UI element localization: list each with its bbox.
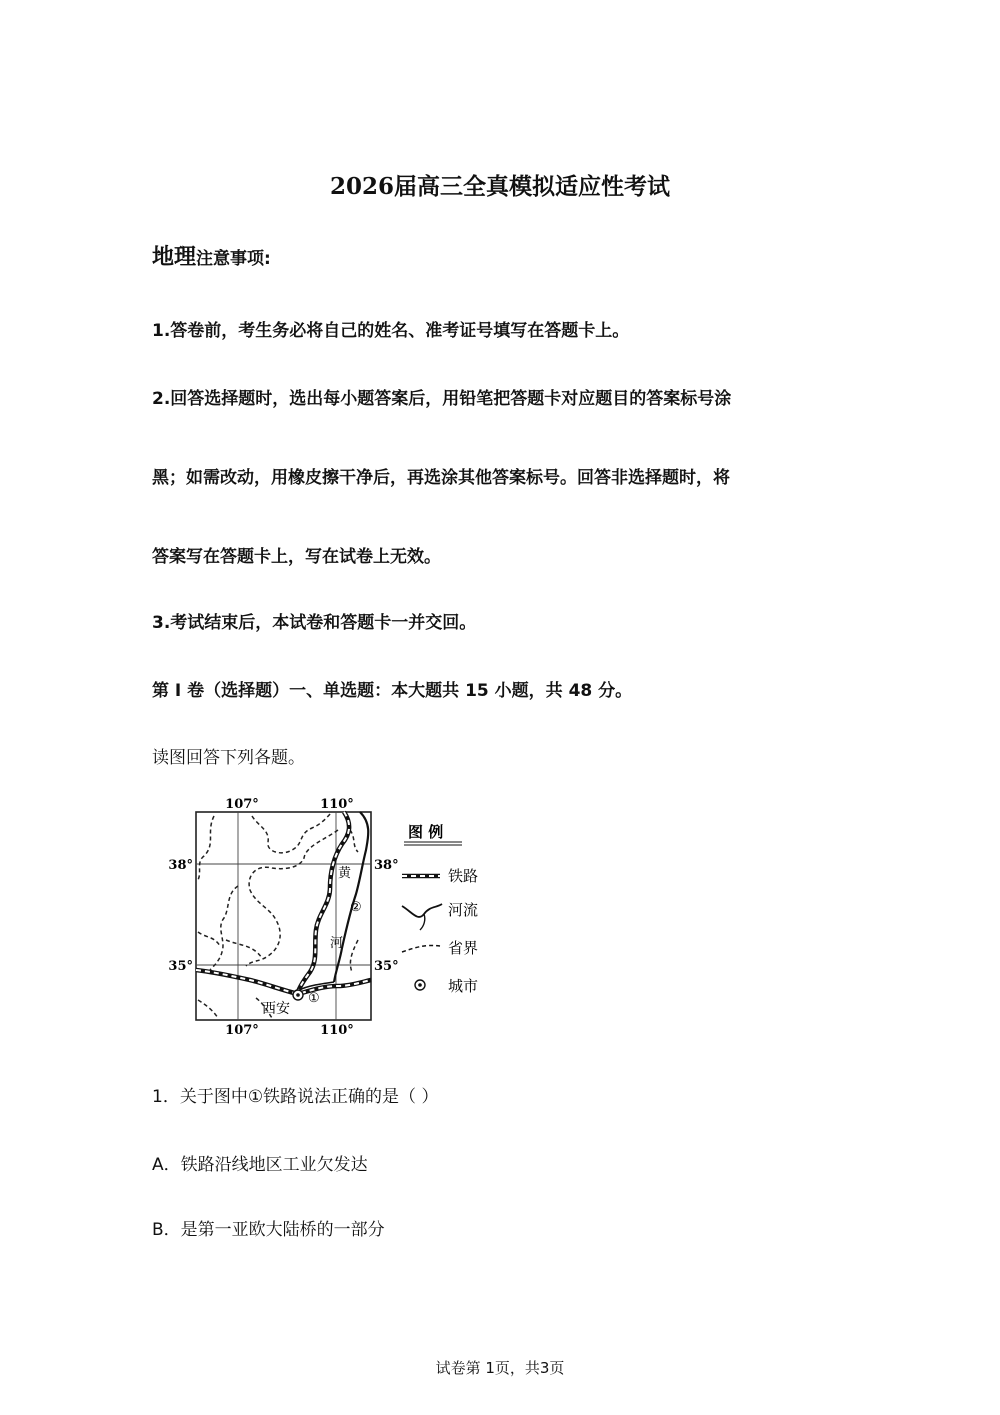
province-boundary-symbol: [402, 945, 440, 952]
subject-label: 地理: [152, 245, 197, 270]
legend-title: 图 例: [408, 823, 444, 841]
marker-2: ②: [350, 900, 362, 915]
option-a: A．铁路沿线地区工业欠发达: [152, 1155, 368, 1175]
instruction-2: 2.回答选择题时，选出每小题答案后，用铅笔把答题卡对应题目的答案标号涂: [152, 389, 732, 409]
option-b: B．是第一亚欧大陆桥的一部分: [152, 1220, 385, 1240]
lat-label-38-right: 38°: [374, 858, 399, 873]
city-symbol: [415, 980, 425, 990]
river-symbol: [402, 904, 442, 917]
railway-1-outline: [196, 970, 371, 994]
river-label-he: 河: [330, 936, 344, 951]
legend-railway-label: 铁路: [448, 867, 479, 885]
lon-label-110-bottom: 110°: [320, 1023, 354, 1038]
map-figure: [160, 788, 500, 1048]
lat-label-35-left: 35°: [168, 959, 193, 974]
lon-label-107-bottom: 107°: [225, 1023, 259, 1038]
instruction-2-cont: 黑；如需改动，用橡皮擦干净后，再选涂其他答案标号。回答非选择题时，将: [152, 468, 730, 488]
lat-label-38-left: 38°: [168, 858, 193, 873]
question-prompt: 读图回答下列各题。: [152, 748, 305, 768]
river-label-huang: 黄: [338, 866, 352, 881]
legend-boundary-label: 省界: [448, 939, 479, 957]
lon-label-107-top: 107°: [225, 797, 259, 812]
lon-label-110-top: 110°: [320, 797, 354, 812]
question-stem: 1．关于图中①铁路说法正确的是（ ）: [152, 1087, 439, 1107]
subject-header: [152, 240, 271, 271]
legend-city-label: 城市: [448, 977, 479, 995]
notice-heading: 注意事项:: [196, 249, 271, 269]
instruction-2-cont-2: 答案写在答题卡上，写在试卷上无效。: [152, 547, 441, 567]
city-label-xian: 西安: [262, 1001, 290, 1017]
instruction-3: 3.考试结束后，本试卷和答题卡一并交回。: [152, 613, 477, 633]
lat-label-35-right: 35°: [374, 959, 399, 974]
page-footer: 试卷第 1页，共3页: [435, 1359, 565, 1377]
instruction-1: 1.答卷前，考生务必将自己的姓名、准考证号填写在答题卡上。: [152, 321, 630, 341]
exam-title: 2026届高三全真模拟适应性考试: [329, 173, 670, 200]
section-heading: 第 I 卷（选择题）一、单选题：本大题共 15 小题，共 48 分。: [152, 681, 633, 701]
marker-1: ①: [308, 991, 320, 1006]
legend-river-label: 河流: [448, 901, 479, 919]
